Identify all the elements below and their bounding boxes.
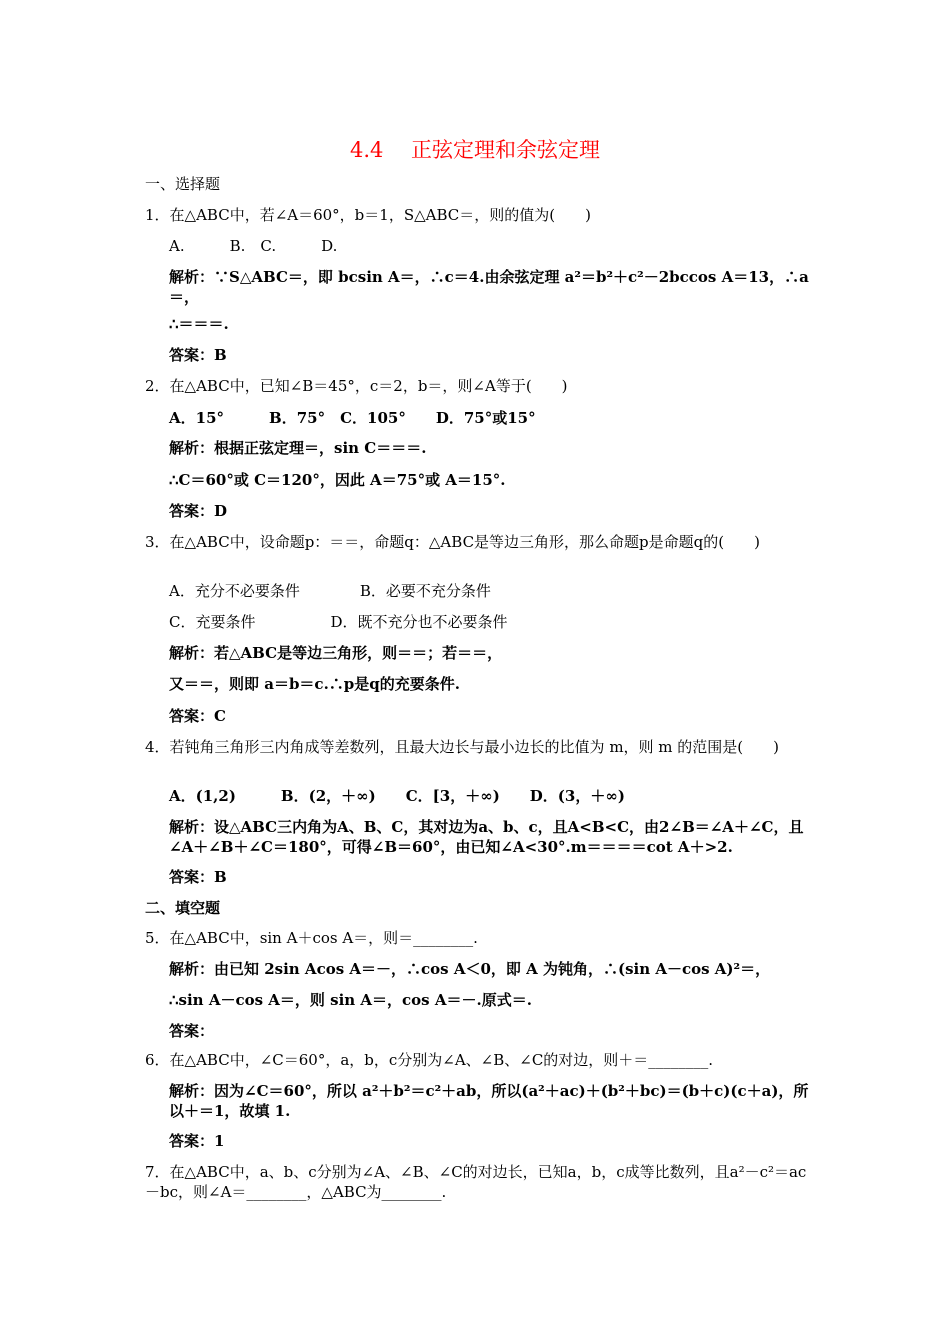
q5-solution-cont: ∴sin A－cos A＝，则 sin A＝，cos A＝－.原式＝.: [169, 991, 532, 1009]
q4-answer: 答案：B: [169, 868, 227, 886]
q4-solution: 解析：设△ABC三内角为A、B、C，其对边为a、b、c，且A<B<C，由2∠B＝∠A＋∠C，且∠A＋∠B＋∠C＝180°，可得∠B＝60°，由已知∠A<30°.m＝＝＝＝cot A＋>2.: [169, 818, 804, 856]
question-7: 7．在△ABC中，a、b、c分别为∠A、∠B、∠C的对边长，已知a，b，c成等比数列，且a²－c²＝ac－bc，则∠A＝________，△ABC为________.: [145, 1163, 807, 1201]
question-2: 2．在△ABC中，已知∠B＝45°，c＝2，b＝，则∠A等于( ): [145, 377, 568, 395]
q3-options-cd: C．充要条件 D．既不充分也不必要条件: [169, 613, 508, 631]
q2-options: A．15° B．75° C．105° D．75°或15°: [169, 409, 536, 427]
q2-answer: 答案：D: [169, 502, 228, 520]
question-3: 3．在△ABC中，设命题p：＝＝，命题q：△ABC是等边三角形，那么命题p是命题q的( ): [145, 533, 760, 551]
question-1: 1．在△ABC中，若∠A＝60°，b＝1，S△ABC＝，则的值为( ): [145, 206, 591, 224]
question-4: 4．若钝角三角形三内角成等差数列，且最大边长与最小边长的比值为 m，则 m 的范围是( ): [145, 738, 780, 756]
q3-answer: 答案：C: [169, 707, 226, 725]
q1-options: A. B. C. D.: [169, 237, 338, 255]
q4-options: A．(1,2) B．(2，＋∞) C．[3，＋∞) D．(3，＋∞): [169, 787, 625, 805]
q2-solution: 解析：根据正弦定理＝，sin C＝＝＝.: [169, 439, 427, 457]
q3-solution-cont: 又＝＝，则即 a＝b＝c.∴p是q的充要条件.: [169, 675, 460, 693]
q1-solution-cont: ∴＝＝＝.: [169, 315, 229, 333]
q1-solution: 解析：∵S△ABC＝，即 bcsin A＝，∴c＝4.由余弦定理 a²＝b²＋c²－2bccos A＝13，∴a＝，: [169, 268, 809, 306]
q1-answer: 答案：B: [169, 346, 227, 364]
q3-solution: 解析：若△ABC是等边三角形，则＝＝；若＝＝，: [169, 644, 503, 662]
q2-solution-cont: ∴C＝60°或 C＝120°，因此 A＝75°或 A＝15°.: [169, 471, 506, 489]
q6-solution: 解析：因为∠C＝60°，所以 a²＋b²＝c²＋ab，所以(a²＋ac)＋(b²＋bc)＝(b＋c)(c＋a)，所以＋＝1，故填 1.: [169, 1082, 809, 1120]
page-title: 4.4 正弦定理和余弦定理: [349, 138, 601, 162]
question-6: 6．在△ABC中，∠C＝60°，a，b，c分别为∠A、∠B、∠C的对边，则＋＝________.: [145, 1051, 714, 1069]
q5-answer: 答案：: [169, 1022, 215, 1040]
q3-options-ab: A．充分不必要条件 B．必要不充分条件: [169, 582, 491, 600]
q5-solution: 解析：由已知 2sin Acos A＝－，∴cos A＜0，即 A 为钝角，∴(sin A－cos A)²＝，: [169, 960, 771, 978]
q6-answer: 答案：1: [169, 1132, 225, 1150]
section-heading-fill: 二、填空题: [145, 899, 221, 917]
section-heading-choice: 一、选择题: [145, 175, 221, 193]
question-5: 5．在△ABC中，sin A＋cos A＝，则＝________.: [145, 929, 478, 947]
